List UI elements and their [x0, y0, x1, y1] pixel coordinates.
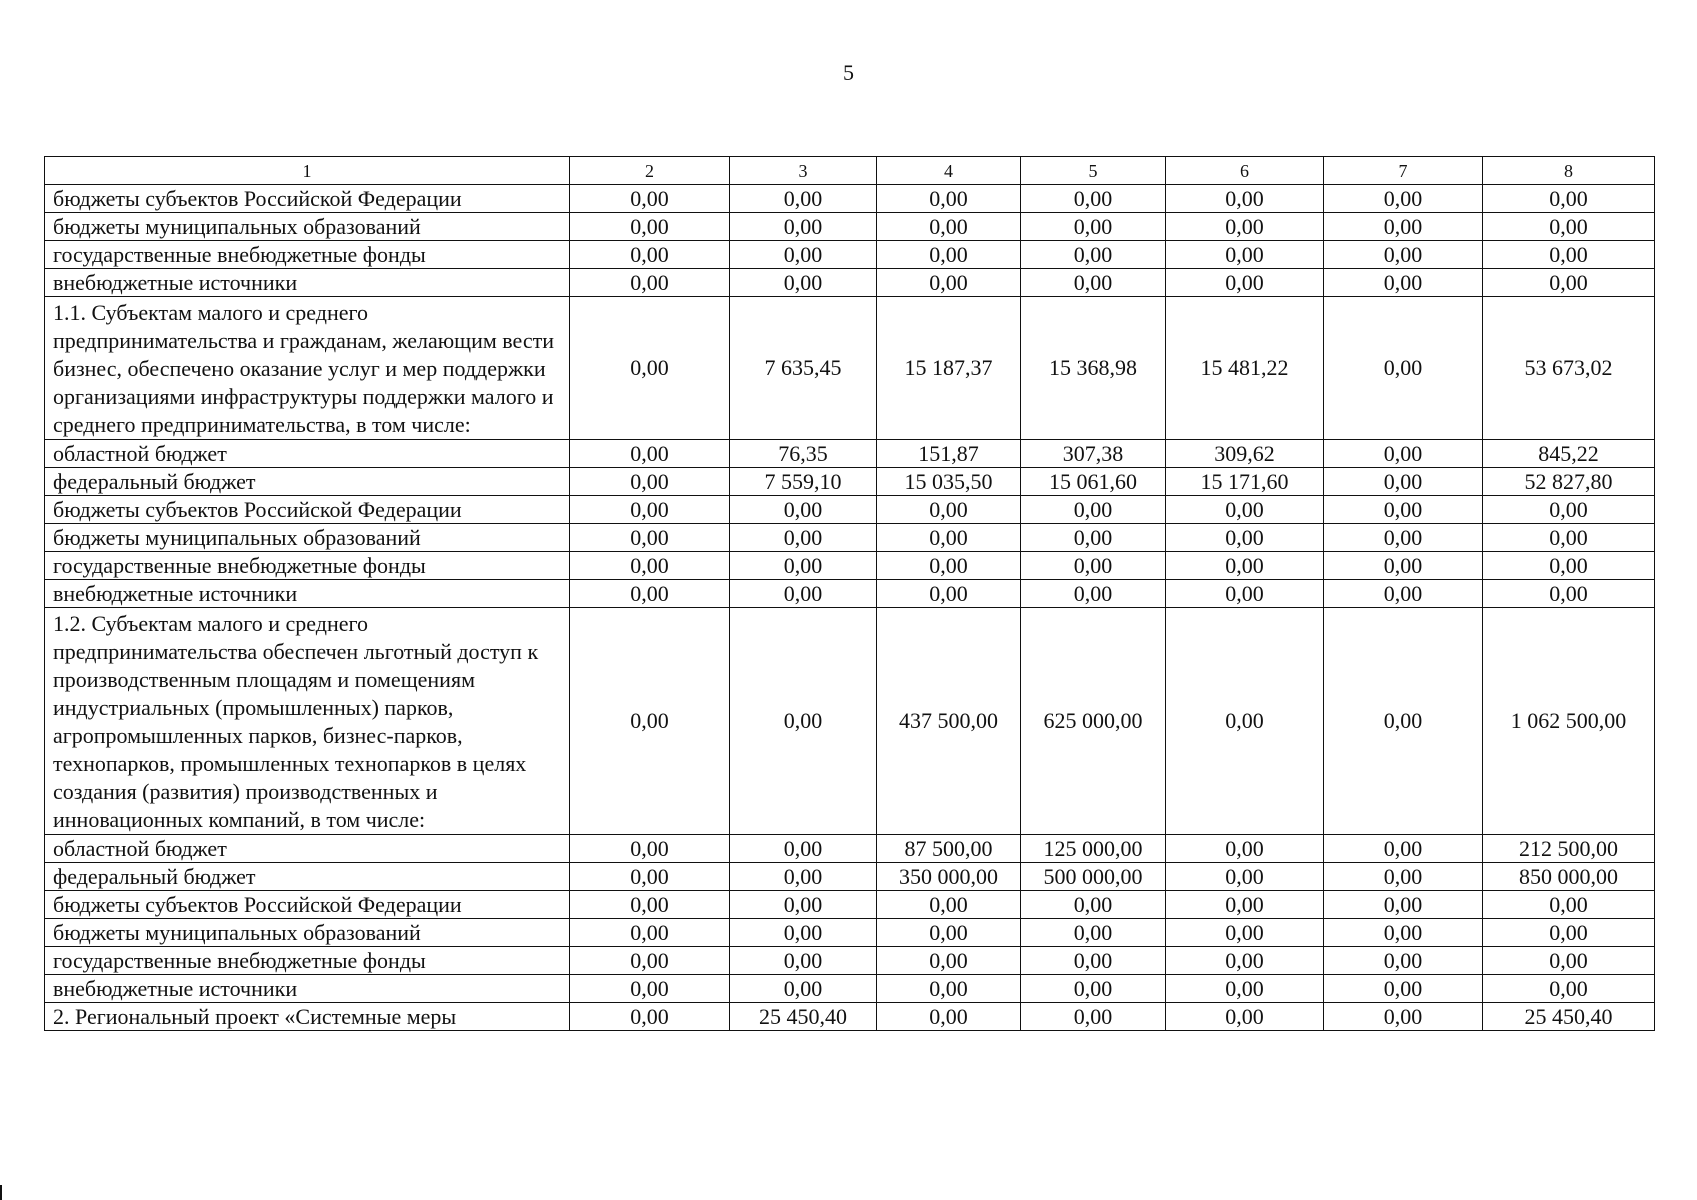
value-cell: 0,00 — [1483, 185, 1655, 213]
value-cell: 0,00 — [877, 213, 1021, 241]
row-label: государственные внебюджетные фонды — [45, 947, 570, 975]
row-label: бюджеты муниципальных образований — [45, 213, 570, 241]
row-label: государственные внебюджетные фонды — [45, 241, 570, 269]
value-cell: 7 635,45 — [730, 297, 877, 440]
value-cell: 0,00 — [570, 440, 730, 468]
row-label: государственные внебюджетные фонды — [45, 552, 570, 580]
value-cell: 0,00 — [1166, 947, 1324, 975]
value-cell: 0,00 — [730, 863, 877, 891]
value-cell: 0,00 — [1021, 524, 1166, 552]
value-cell: 0,00 — [730, 975, 877, 1003]
value-cell: 0,00 — [730, 496, 877, 524]
row-label: областной бюджет — [45, 835, 570, 863]
value-cell: 500 000,00 — [1021, 863, 1166, 891]
table-row — [45, 608, 1655, 835]
column-header: 6 — [1166, 157, 1324, 185]
value-cell: 0,00 — [1021, 947, 1166, 975]
value-cell: 0,00 — [1021, 552, 1166, 580]
table-row — [45, 891, 1655, 919]
row-label: бюджеты субъектов Российской Федерации — [45, 496, 570, 524]
value-cell: 0,00 — [1166, 552, 1324, 580]
value-cell: 0,00 — [1021, 496, 1166, 524]
header-row — [45, 157, 1655, 185]
value-cell: 15 061,60 — [1021, 468, 1166, 496]
value-cell: 0,00 — [1324, 608, 1483, 835]
value-cell: 0,00 — [1166, 269, 1324, 297]
table-row — [45, 835, 1655, 863]
value-cell: 0,00 — [1166, 1003, 1324, 1031]
column-header: 3 — [730, 157, 877, 185]
value-cell: 0,00 — [1324, 580, 1483, 608]
value-cell: 0,00 — [1324, 297, 1483, 440]
table-row — [45, 524, 1655, 552]
value-cell: 0,00 — [570, 947, 730, 975]
column-header: 1 — [45, 157, 570, 185]
value-cell: 52 827,80 — [1483, 468, 1655, 496]
value-cell: 0,00 — [1324, 891, 1483, 919]
value-cell: 0,00 — [1021, 1003, 1166, 1031]
table-row — [45, 863, 1655, 891]
value-cell: 125 000,00 — [1021, 835, 1166, 863]
table-row — [45, 468, 1655, 496]
value-cell: 0,00 — [1166, 608, 1324, 835]
value-cell: 0,00 — [730, 524, 877, 552]
value-cell: 15 187,37 — [877, 297, 1021, 440]
value-cell: 0,00 — [877, 975, 1021, 1003]
value-cell: 0,00 — [1324, 524, 1483, 552]
column-header: 2 — [570, 157, 730, 185]
value-cell: 0,00 — [877, 269, 1021, 297]
value-cell: 307,38 — [1021, 440, 1166, 468]
value-cell: 0,00 — [877, 524, 1021, 552]
value-cell: 0,00 — [730, 919, 877, 947]
value-cell: 0,00 — [1166, 975, 1324, 1003]
value-cell: 0,00 — [730, 891, 877, 919]
value-cell: 0,00 — [570, 297, 730, 440]
value-cell: 15 481,22 — [1166, 297, 1324, 440]
scan-margin-mark — [0, 1185, 2, 1200]
value-cell: 15 368,98 — [1021, 297, 1166, 440]
value-cell: 0,00 — [1483, 975, 1655, 1003]
row-label: бюджеты муниципальных образований — [45, 524, 570, 552]
row-label: внебюджетные источники — [45, 269, 570, 297]
value-cell: 87 500,00 — [877, 835, 1021, 863]
table-row — [45, 552, 1655, 580]
value-cell: 0,00 — [1324, 241, 1483, 269]
value-cell: 0,00 — [1021, 213, 1166, 241]
value-cell: 0,00 — [730, 269, 877, 297]
value-cell: 0,00 — [1324, 213, 1483, 241]
row-label: 2. Региональный проект «Системные меры — [45, 1003, 570, 1031]
value-cell: 0,00 — [877, 241, 1021, 269]
table-row — [45, 919, 1655, 947]
value-cell: 0,00 — [1324, 496, 1483, 524]
value-cell: 0,00 — [570, 269, 730, 297]
value-cell: 76,35 — [730, 440, 877, 468]
value-cell: 0,00 — [1166, 580, 1324, 608]
value-cell: 0,00 — [1324, 468, 1483, 496]
value-cell: 850 000,00 — [1483, 863, 1655, 891]
row-label: внебюджетные источники — [45, 975, 570, 1003]
value-cell: 309,62 — [1166, 440, 1324, 468]
value-cell: 0,00 — [1483, 213, 1655, 241]
value-cell: 0,00 — [1021, 919, 1166, 947]
value-cell: 0,00 — [1166, 919, 1324, 947]
table-row — [45, 213, 1655, 241]
value-cell: 0,00 — [1324, 975, 1483, 1003]
value-cell: 0,00 — [1483, 947, 1655, 975]
value-cell: 0,00 — [877, 496, 1021, 524]
table-row — [45, 496, 1655, 524]
value-cell: 7 559,10 — [730, 468, 877, 496]
value-cell: 25 450,40 — [730, 1003, 877, 1031]
row-label: внебюджетные источники — [45, 580, 570, 608]
value-cell: 0,00 — [730, 213, 877, 241]
value-cell: 0,00 — [1324, 185, 1483, 213]
value-cell: 151,87 — [877, 440, 1021, 468]
value-cell: 0,00 — [1483, 524, 1655, 552]
value-cell: 0,00 — [730, 608, 877, 835]
table-row — [45, 975, 1655, 1003]
value-cell: 0,00 — [877, 919, 1021, 947]
table-row — [45, 580, 1655, 608]
value-cell: 0,00 — [1483, 552, 1655, 580]
value-cell: 0,00 — [570, 1003, 730, 1031]
column-header: 7 — [1324, 157, 1483, 185]
value-cell: 0,00 — [570, 213, 730, 241]
value-cell: 437 500,00 — [877, 608, 1021, 835]
value-cell: 350 000,00 — [877, 863, 1021, 891]
value-cell: 0,00 — [570, 552, 730, 580]
value-cell: 0,00 — [730, 241, 877, 269]
row-label: бюджеты муниципальных образований — [45, 919, 570, 947]
row-label: 1.1. Субъектам малого и среднего предпринимательства и гражданам, желающим вести бизнес, обеспечено оказание услуг и мер поддержки организациями инфраструктуры поддержки малого и среднего предпринимательства, в том числе: — [45, 297, 570, 440]
value-cell: 0,00 — [570, 891, 730, 919]
value-cell: 0,00 — [877, 580, 1021, 608]
table-row — [45, 440, 1655, 468]
value-cell: 0,00 — [1483, 241, 1655, 269]
value-cell: 53 673,02 — [1483, 297, 1655, 440]
value-cell: 0,00 — [1021, 891, 1166, 919]
value-cell: 625 000,00 — [1021, 608, 1166, 835]
value-cell: 0,00 — [1324, 919, 1483, 947]
value-cell: 0,00 — [1166, 524, 1324, 552]
value-cell: 0,00 — [570, 185, 730, 213]
table-row — [45, 269, 1655, 297]
value-cell: 0,00 — [570, 580, 730, 608]
table-row — [45, 185, 1655, 213]
value-cell: 0,00 — [1166, 891, 1324, 919]
value-cell: 0,00 — [730, 185, 877, 213]
value-cell: 0,00 — [570, 496, 730, 524]
value-cell: 0,00 — [1166, 835, 1324, 863]
column-header: 8 — [1483, 157, 1655, 185]
value-cell: 0,00 — [730, 580, 877, 608]
value-cell: 25 450,40 — [1483, 1003, 1655, 1031]
value-cell: 0,00 — [1324, 1003, 1483, 1031]
row-label: бюджеты субъектов Российской Федерации — [45, 891, 570, 919]
row-label: федеральный бюджет — [45, 468, 570, 496]
value-cell: 0,00 — [1483, 580, 1655, 608]
row-label: федеральный бюджет — [45, 863, 570, 891]
value-cell: 0,00 — [1324, 269, 1483, 297]
value-cell: 0,00 — [570, 975, 730, 1003]
value-cell: 0,00 — [1166, 496, 1324, 524]
value-cell: 0,00 — [1483, 891, 1655, 919]
value-cell: 0,00 — [1021, 975, 1166, 1003]
table-row — [45, 947, 1655, 975]
value-cell: 0,00 — [570, 468, 730, 496]
value-cell: 0,00 — [570, 608, 730, 835]
value-cell: 0,00 — [1166, 241, 1324, 269]
value-cell: 0,00 — [1324, 440, 1483, 468]
value-cell: 0,00 — [570, 863, 730, 891]
value-cell: 0,00 — [1483, 496, 1655, 524]
value-cell: 0,00 — [1021, 185, 1166, 213]
value-cell: 0,00 — [570, 241, 730, 269]
value-cell: 0,00 — [1324, 947, 1483, 975]
value-cell: 15 171,60 — [1166, 468, 1324, 496]
column-header: 4 — [877, 157, 1021, 185]
value-cell: 0,00 — [1324, 863, 1483, 891]
page-number: 5 — [843, 60, 854, 85]
value-cell: 0,00 — [570, 835, 730, 863]
value-cell: 0,00 — [1166, 863, 1324, 891]
value-cell: 0,00 — [570, 524, 730, 552]
value-cell: 15 035,50 — [877, 468, 1021, 496]
value-cell: 0,00 — [1021, 580, 1166, 608]
table-row — [45, 241, 1655, 269]
value-cell: 0,00 — [730, 552, 877, 580]
value-cell: 0,00 — [730, 835, 877, 863]
row-label: 1.2. Субъектам малого и среднего предпринимательства обеспечен льготный доступ к производственным площадям и помещениям индустриальных (промышленных) парков, агропромышленных парков, бизнес-парков, технопарков, промышленных технопарков в целях создания (развития) производственных и инновационных компаний, в том числе: — [45, 608, 570, 835]
row-label: бюджеты субъектов Российской Федерации — [45, 185, 570, 213]
value-cell: 1 062 500,00 — [1483, 608, 1655, 835]
value-cell: 0,00 — [1324, 552, 1483, 580]
value-cell: 0,00 — [877, 947, 1021, 975]
value-cell: 212 500,00 — [1483, 835, 1655, 863]
value-cell: 0,00 — [570, 919, 730, 947]
value-cell: 0,00 — [877, 185, 1021, 213]
value-cell: 0,00 — [1166, 185, 1324, 213]
value-cell: 845,22 — [1483, 440, 1655, 468]
value-cell: 0,00 — [730, 947, 877, 975]
value-cell: 0,00 — [1021, 241, 1166, 269]
value-cell: 0,00 — [1483, 269, 1655, 297]
budget-table — [44, 156, 1655, 1031]
row-label: областной бюджет — [45, 440, 570, 468]
table-row — [45, 1003, 1655, 1031]
value-cell: 0,00 — [1324, 835, 1483, 863]
value-cell: 0,00 — [877, 552, 1021, 580]
column-header: 5 — [1021, 157, 1166, 185]
value-cell: 0,00 — [1021, 269, 1166, 297]
table-row — [45, 297, 1655, 440]
value-cell: 0,00 — [1483, 919, 1655, 947]
value-cell: 0,00 — [1166, 213, 1324, 241]
value-cell: 0,00 — [877, 891, 1021, 919]
value-cell: 0,00 — [877, 1003, 1021, 1031]
